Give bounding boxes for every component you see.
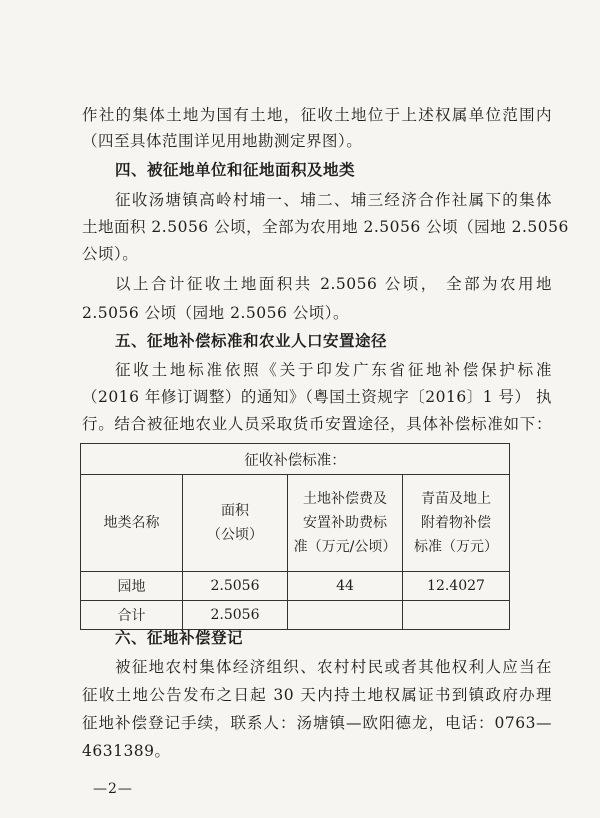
- paragraph-line: 作社的集体土地为国有土地，征收土地位于上述权属单位范围内: [82, 106, 552, 124]
- cell-land-type: 园地: [81, 572, 183, 601]
- paragraph-line: （2016 年修订调整）的通知》（粤国土资规字〔2016〕1 号） 执: [82, 388, 552, 406]
- cell-area: 2.5056: [183, 601, 288, 630]
- cell-crop: 12.4027: [403, 572, 510, 601]
- paragraph-line: 以上合计征收土地面积共 2.5056 公顷， 全部为农用地: [115, 275, 552, 293]
- section-heading-6: 六、征地补偿登记: [115, 629, 244, 647]
- cell-land-type: 合计: [81, 601, 183, 630]
- header-land-compensation: 土地补偿费及 安置补助费标 准（万元/公顷）: [288, 475, 403, 572]
- header-crop-compensation: 青苗及地上 附着物补偿 标准（万元）: [403, 475, 510, 572]
- cell-compensation: [288, 601, 403, 630]
- section-heading-5: 五、征地补偿标准和农业人口安置途径: [115, 332, 388, 350]
- table-row: [81, 601, 510, 630]
- paragraph-line: 公顷）。: [82, 245, 139, 263]
- cell-crop: [403, 601, 510, 630]
- paragraph-line: 2.5056 公顷（园地 2.5056 公顷）。: [82, 304, 350, 322]
- page-number: —2—: [93, 781, 133, 797]
- paragraph-line: 土地面积 2.5056 公顷，全部为农用地 2.5056 公顷（园地 2.5056: [82, 218, 569, 236]
- table-row: [81, 572, 510, 601]
- cell-compensation: 44: [288, 572, 403, 601]
- paragraph-line: 征收土地公告发布之日起 30 天内持土地权属证书到镇政府办理: [82, 686, 552, 704]
- cell-area: 2.5056: [183, 572, 288, 601]
- paragraph-line: 征收汤塘镇高岭村埔一、埔二、埔三经济合作社属下的集体: [115, 191, 552, 209]
- compensation-table: [80, 443, 510, 630]
- paragraph-line: 征地补偿登记手续，联系人：汤塘镇—欧阳德龙，电话：0763—: [82, 714, 552, 732]
- paragraph-line: 被征地农村集体经济组织、农村村民或者其他权利人应当在: [115, 658, 552, 676]
- paragraph-line: 征收土地标准依照《关于印发广东省征地补偿保护标准: [115, 361, 552, 379]
- header-land-type: 地类名称: [81, 475, 183, 572]
- section-heading-4: 四、被征地单位和征地面积及地类: [115, 161, 356, 179]
- table-caption: 征收补偿标准：: [81, 444, 510, 475]
- paragraph-line: （四至具体范围详见用地勘测定界图）。: [82, 132, 363, 150]
- header-area: 面积 （公顷）: [183, 475, 288, 572]
- paragraph-line: 4631389。: [82, 742, 171, 760]
- paragraph-line: 行。结合被征地农业人员采取货币安置途径，具体补偿标准如下：: [82, 415, 552, 433]
